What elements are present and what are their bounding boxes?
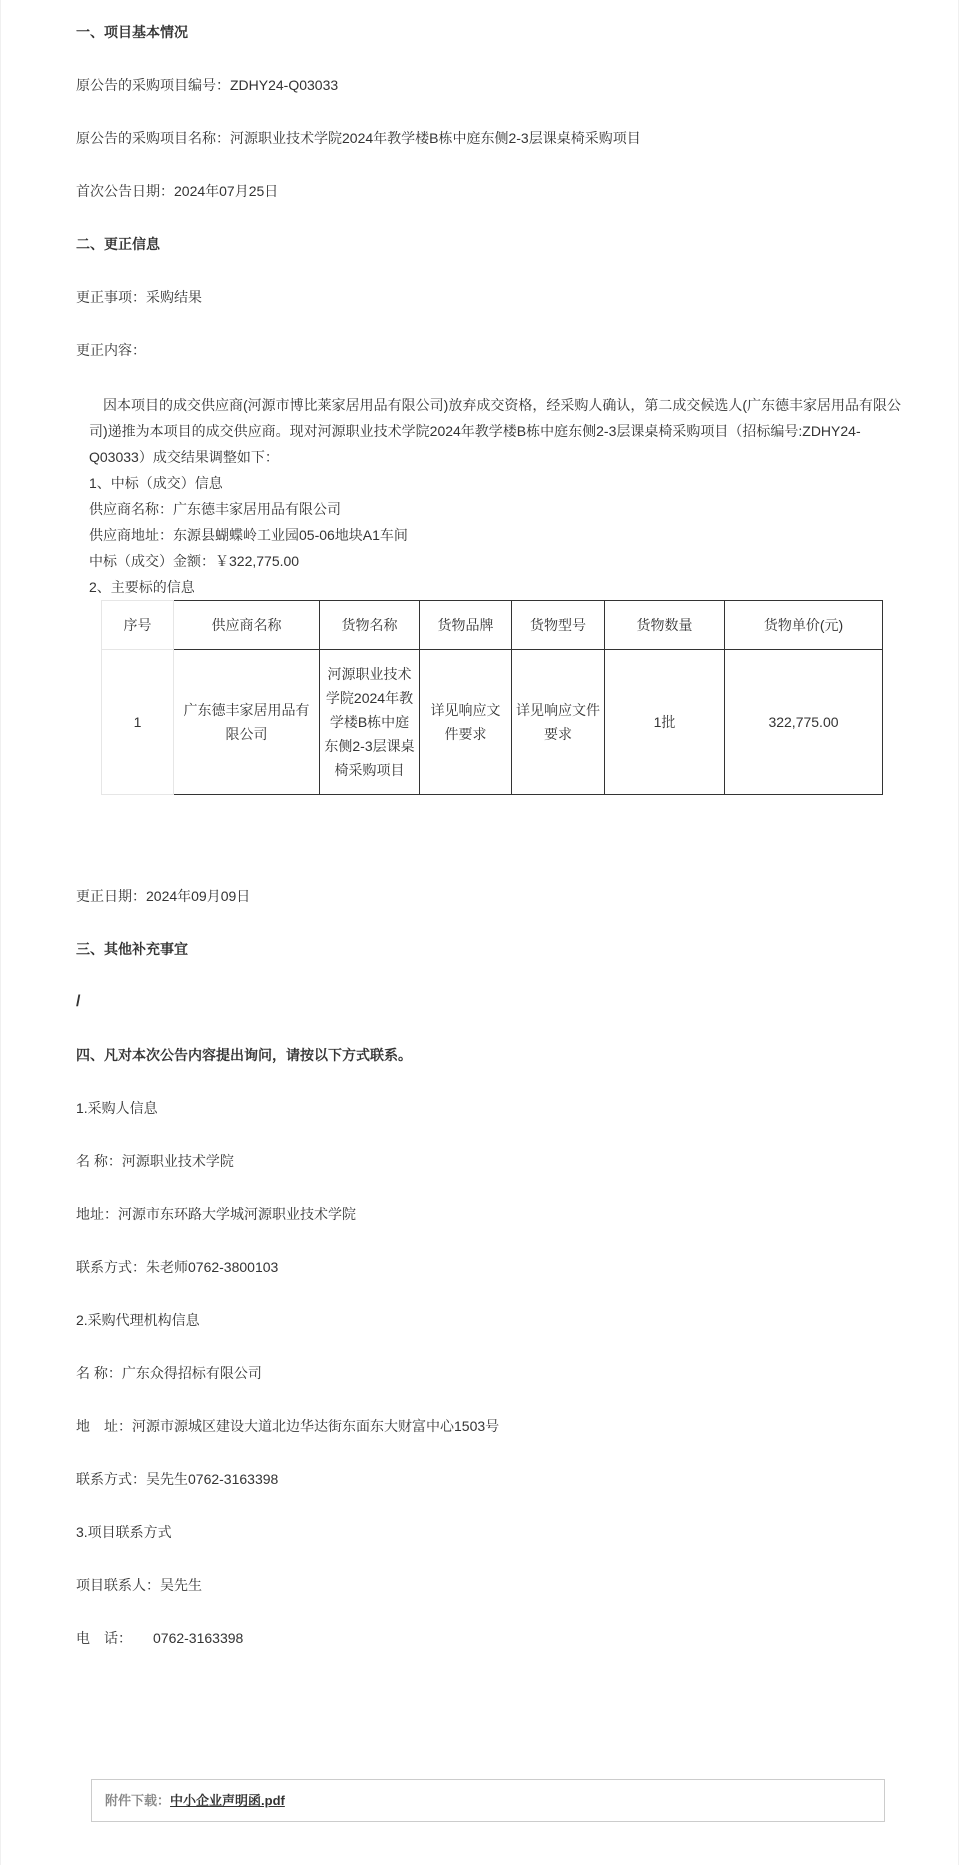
correction-content-label: 更正内容： xyxy=(76,342,146,358)
col-header-supplier: 供应商名称 xyxy=(174,601,320,650)
main-subject-label: 2、主要标的信息 xyxy=(89,579,195,595)
section4-heading: 四、凡对本次公告内容提出询问，请按以下方式联系。 xyxy=(76,1047,412,1063)
cell-index: 1 xyxy=(102,650,174,795)
correction-content-paragraph: 因本项目的成交供应商(河源市博比莱家居用品有限公司)放弃成交资格，经采购人确认，第二成交候选人(广东德丰家居用品有限公司)递推为本项目的成交供应商。现对河源职业技术学院2024年教学楼B栋中庭东侧2-3层课桌椅采购项目（招标编号:ZDHY24-Q03033）成交结果调整如下： xyxy=(89,397,901,465)
cell-goods-name: 河源职业技术学院2024年教学楼B栋中庭东侧2-3层课桌椅采购项目 xyxy=(320,650,420,795)
attachment-bar xyxy=(91,1779,885,1822)
supplier-name-line: 供应商名称：广东德丰家居用品有限公司 xyxy=(89,501,341,517)
project-contact-person-line: 项目联系人：吴先生 xyxy=(76,1577,202,1593)
correction-date-line: 更正日期：2024年09月09日 xyxy=(76,888,251,904)
col-header-model: 货物型号 xyxy=(512,601,605,650)
section2-heading: 二、更正信息 xyxy=(76,236,160,252)
correction-content-block xyxy=(89,392,909,600)
col-header-quantity: 货物数量 xyxy=(605,601,725,650)
original-project-number-line: 原公告的采购项目编号：ZDHY24-Q03033 xyxy=(76,77,339,93)
col-header-unit-price: 货物单价(元) xyxy=(725,601,883,650)
attachment-pdf-link[interactable]: 中小企业声明函.pdf xyxy=(170,1793,285,1808)
first-announcement-date-line: 首次公告日期：2024年07月25日 xyxy=(76,183,279,199)
table-header-row xyxy=(102,601,883,650)
section3-content: / xyxy=(76,993,81,1010)
correction-item-line: 更正事项：采购结果 xyxy=(76,289,202,305)
goods-table-wrapper xyxy=(101,600,909,795)
col-header-index: 序号 xyxy=(102,601,174,650)
agency-name-line: 名 称：广东众得招标有限公司 xyxy=(76,1365,262,1381)
goods-table xyxy=(101,600,883,795)
award-amount-line: 中标（成交）金额：￥322,775.00 xyxy=(89,553,300,569)
purchaser-info-label: 1.采购人信息 xyxy=(76,1100,158,1116)
project-phone-line: 电 话： 0762-3163398 xyxy=(76,1630,244,1646)
cell-unit-price: 322,775.00 xyxy=(725,650,883,795)
cell-model: 详见响应文件要求 xyxy=(512,650,605,795)
purchaser-name-line: 名 称：河源职业技术学院 xyxy=(76,1153,234,1169)
agency-contact-line: 联系方式：吴先生0762-3163398 xyxy=(76,1471,279,1487)
supplier-address-line: 供应商地址：东源县蝴蝶岭工业园05-06地块A1车间 xyxy=(89,527,408,543)
agency-info-label: 2.采购代理机构信息 xyxy=(76,1312,200,1328)
original-project-name-line: 原公告的采购项目名称：河源职业技术学院2024年教学楼B栋中庭东侧2-3层课桌椅采购项目 xyxy=(76,130,641,146)
purchaser-address-line: 地址：河源市东环路大学城河源职业技术学院 xyxy=(76,1206,356,1222)
cell-supplier: 广东德丰家居用品有限公司 xyxy=(174,650,320,795)
cell-brand: 详见响应文件要求 xyxy=(420,650,512,795)
award-info-label: 1、中标（成交）信息 xyxy=(89,475,223,491)
attachment-label: 附件下载： xyxy=(105,1793,171,1808)
cell-quantity: 1批 xyxy=(605,650,725,795)
section1-heading: 一、项目基本情况 xyxy=(76,24,188,40)
purchaser-contact-line: 联系方式：朱老师0762-3800103 xyxy=(76,1259,279,1275)
col-header-brand: 货物品牌 xyxy=(420,601,512,650)
section3-heading: 三、其他补充事宜 xyxy=(76,941,188,957)
project-contact-label: 3.项目联系方式 xyxy=(76,1524,172,1540)
table-row xyxy=(102,650,883,795)
agency-address-line: 地 址：河源市源城区建设大道北边华达街东面东大财富中心1503号 xyxy=(76,1418,500,1434)
col-header-goods-name: 货物名称 xyxy=(320,601,420,650)
